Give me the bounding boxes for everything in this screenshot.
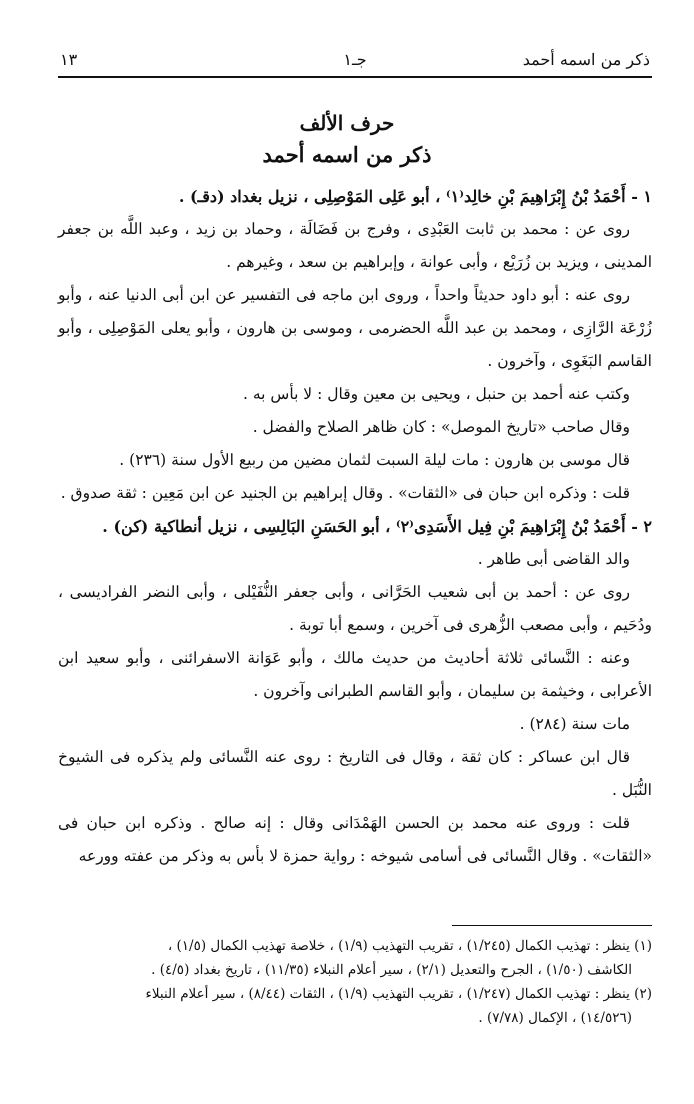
footnote-line: (١٤/٥٢٦) ، الإكمال (٧/٧٨) .	[478, 1010, 632, 1026]
footnotes	[58, 934, 652, 1030]
running-head	[60, 44, 650, 74]
paragraph: روى عن : أحمد بن أبى شعيب الحَرَّانى ، وأبى جعفر النُّفَيْلى ، وأبى النضر الفراديسى ، ودُحَيم ، وأبى مصعب الزُّهرى فى آخرين ، وسمع أبا توبة .	[58, 583, 652, 634]
paragraph: قلت : وذكره ابن حبان فى «الثقات» . وقال إبراهيم بن الجنيد عن ابن مَعِين : ثقة صدوق .	[60, 484, 630, 502]
footnote-line: (١) ينظر : تهذيب الكمال (١/٢٤٥) ، تقريب التهذيب (١/٩) ، خلاصة تهذيب الكمال (١/٥) ،	[167, 938, 652, 954]
running-head-title: ذكر من اسمه أحمد	[522, 49, 650, 69]
paragraph: وقال صاحب «تاريخ الموصل» : كان ظاهر الصلاح والفضل .	[252, 418, 630, 436]
paragraph: قلت : وروى عنه محمد بن الحسن الهَمْدَانى وقال : إنه صالح . وذكره ابن حبان فى «الثقات» . وقال النَّسائى فى أسامى شيوخه : رواية حمزة لا بأس به وذكر من عفته وورعه	[58, 814, 652, 865]
header-rule	[58, 76, 652, 78]
footnote-line: الكاشف (١/٥٠) ، الجرح والتعديل (٢/١) ، سير أعلام النبلاء (١١/٣٥) ، تاريخ بغداد (٤/٥) .	[151, 962, 632, 978]
entry-heading-1: ١ - أَحْمَدُ بْنُ إِبْرَاهِيمَ بْنِ خالِد⁽١⁾ ، أبو عَلِى المَوْصِلِى ، نزيل بغداد (دقـ) .	[178, 187, 652, 206]
main-text	[58, 180, 652, 873]
volume-marker: جـ١	[343, 49, 367, 69]
page-number: ١٣	[60, 49, 78, 69]
section-heading: ذكر من اسمه أحمد	[262, 142, 432, 167]
paragraph: قال ابن عساكر : كان ثقة ، وقال فى التاريخ : روى عنه النَّسائى ولم يذكره فى الشيوخ النُّبَل .	[58, 748, 652, 799]
paragraph: روى عن : محمد بن ثابت العَبْدِى ، وفرج بن فَضَالَة ، وحماد بن زيد ، وعبد اللَّه بن جعفر المدينى ، ويزيد بن زُرَيْع ، وأبى عوانة ، وإبراهيم بن سعد ، وغيرهم .	[58, 220, 652, 271]
paragraph: وعنه : النَّسائى ثلاثة أحاديث من حديث مالك ، وأبو عَوَانة الاسفرائنى ، وأبو سعيد ابن الأعرابى ، وخيثمة بن سليمان ، وأبو القاسم الطبرانى وآخرون .	[58, 649, 652, 700]
footnote-rule	[452, 925, 652, 926]
footnote-line: (٢) ينظر : تهذيب الكمال (١/٢٤٧) ، تقريب التهذيب (١/٩) ، الثقات (٨/٤٤) ، سير أعلام النبلاء	[145, 986, 652, 1002]
headings	[0, 108, 694, 172]
paragraph: مات سنة (٢٨٤) .	[519, 715, 630, 733]
paragraph: روى عنه : أبو داود حديثاً واحداً ، وروى ابن ماجه فى التفسير عن ابن أبى الدنيا عنه ، وأبو زُرْعَة الرَّازِى ، ومحمد بن عبد اللَّه الحضرمى ، وموسى بن هارون ، وأبو يعلى المَوْصِلِى ، وأبو القاسم البَغَوِى ، وآخرون .	[58, 286, 652, 370]
paragraph: والد القاضى أبى طاهر .	[477, 550, 630, 568]
paragraph: قال موسى بن هارون : مات ليلة السبت لثمان مضين من ربيع الأول سنة (٢٣٦) .	[119, 451, 630, 469]
chapter-heading: حرف الألف	[299, 111, 395, 135]
entry-heading-2: ٢ - أَحْمَدُ بْنُ إِبْرَاهِيمَ بْنِ فِيل الأَسَدِى⁽٢⁾ ، أبو الحَسَنِ البَالِسِى ، نزيل أنطاكية (كن) .	[102, 517, 652, 536]
paragraph: وكتب عنه أحمد بن حنبل ، ويحيى بن معين وقال : لا بأس به .	[243, 385, 630, 403]
